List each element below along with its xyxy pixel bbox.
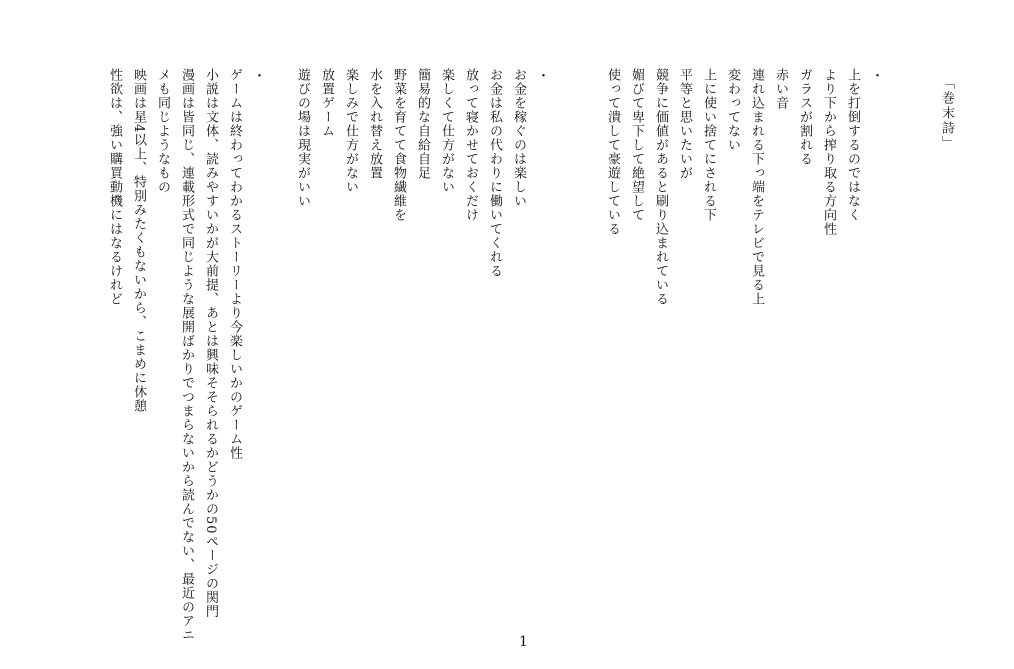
poem-line: 簡易的な自給自足 <box>415 68 430 180</box>
poem-line: お金を稼ぐのは楽しい <box>511 68 526 208</box>
poem-line: 楽しくて仕方がない <box>439 68 454 194</box>
poem-line: ゲームは終わってわかるストーリーより今楽しいかのゲーム性 <box>227 68 242 460</box>
section-3-bullet: ・ <box>253 69 267 84</box>
poem-line: より下から搾り取る方向性 <box>821 68 836 236</box>
page-number: 1 <box>519 634 528 650</box>
poem-line: 小説は文体、読みやすいかが大前提、あとは興味そそられるかどうかの50ページの関門 <box>203 68 218 619</box>
poem-line: 放置ゲーム <box>319 68 334 138</box>
poem-line: 漫画は皆同じ、連載形式で同じような展開ばかりでつまらないから読んでない、最近のアニ <box>179 68 194 642</box>
poem-line: 楽しみで仕方がない <box>343 68 358 194</box>
poem-line: 放って寝かせておくだけ <box>463 68 478 222</box>
poem-line: 競争に価値があると刷り込まれている <box>653 68 668 306</box>
poem-line: 映画は星4以上、特別みたくもないから、こまめに休憩 <box>131 68 146 414</box>
poem-line: 遊びの場は現実がいい <box>295 68 310 208</box>
poem-line: 使って潰して豪遊している <box>605 68 620 236</box>
poem-line: 水を入れ替え放置 <box>367 68 382 180</box>
document-title: 「巻末詩」 <box>939 76 954 151</box>
poem-line: 赤い音 <box>773 68 788 110</box>
poem-line: ガラスが割れる <box>797 68 812 166</box>
poem-line: 媚びて卑下して絶望して <box>629 68 644 222</box>
poem-line: 性欲は、強い購買動機にはなるけれど <box>107 68 122 306</box>
poem-line: 野菜を育てて食物繊維を <box>391 68 406 222</box>
poem-line: お金は私の代わりに働いてくれる <box>487 68 502 278</box>
poem-line: 平等と思いたいが <box>677 68 692 180</box>
section-1-bullet: ・ <box>871 69 885 84</box>
section-2-bullet: ・ <box>537 69 551 84</box>
poem-line: メも同じようなもの <box>155 68 170 194</box>
poem-line: 連れ込まれる下っ端をテレビで見る上 <box>749 68 764 306</box>
poem-line: 上に使い捨てにされる下 <box>701 68 716 222</box>
poem-line: 上を打倒するのではなく <box>845 68 860 222</box>
poem-line: 変わってない <box>725 68 740 152</box>
